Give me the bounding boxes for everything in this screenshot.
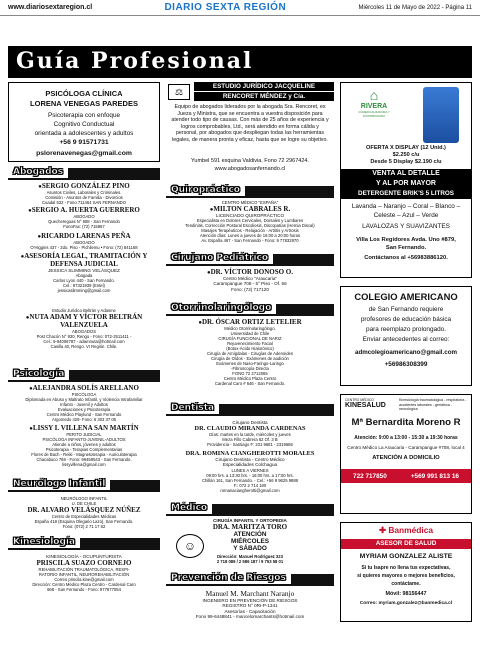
ad-phone[interactable]: +56986308399 bbox=[384, 361, 428, 368]
issue-date: Miércoles 11 de Mayo de 2022 - Página 11 bbox=[358, 4, 472, 11]
listing-line: CIRUGÍA FUNCIONAL DE NARIZ bbox=[218, 336, 282, 341]
section-quiropractico: Quiropráctico bbox=[166, 184, 245, 196]
listing-line: Cuadal 532 - Fono 711464 SAN FERNANDO bbox=[42, 200, 126, 205]
address-line: San Fernando. bbox=[385, 245, 427, 251]
listing-larenas bbox=[8, 232, 160, 250]
listing-line: KINESIOLOGÍA - OCUPUNTURISTA bbox=[46, 554, 122, 559]
listing-line: -Fibroscopía Directa bbox=[231, 366, 269, 371]
listing-line: Días: martes en la tarde, miércoles y jueves bbox=[209, 432, 291, 438]
ad-phone[interactable]: Móvil: 98156447 bbox=[385, 591, 427, 597]
section-neurologo: Neurólogo Infantil bbox=[8, 478, 110, 490]
section-kinesiologia: Kinesiología bbox=[8, 536, 80, 548]
ad-line: contáctame. bbox=[391, 581, 421, 587]
ad-rivera bbox=[340, 82, 472, 278]
ad-banmedica bbox=[340, 522, 472, 622]
offer-line: $2.250 c/u bbox=[392, 152, 420, 158]
brand-prefix: CENTRO MÉDICO bbox=[345, 398, 374, 402]
listing-name: ● ASESORÍA LEGAL, TRAMITACIÓN Y DEFENSA JUDICIAL bbox=[8, 252, 160, 268]
ad-line: Enviar antecedentes al correo: bbox=[362, 336, 450, 343]
listing-line: U. DE CHILE bbox=[71, 501, 97, 506]
listing-name: DRA. ROMINA CIANGHEROTTI MORALES bbox=[185, 450, 315, 457]
listing-line: RATORIO INFANTIL, NEUROREHABILITACIÓN bbox=[38, 572, 130, 578]
brand-name: RIVERA bbox=[360, 103, 388, 110]
listing-line: LICENCIADO QUIROPRÁCTICO bbox=[215, 213, 285, 218]
listing-cianguerotti bbox=[166, 450, 334, 493]
listing-solis bbox=[8, 384, 160, 422]
ad-phone[interactable]: 722 717850 bbox=[353, 472, 387, 480]
listing-name: ● DR. ÓSCAR ORTIZ LETELIER bbox=[166, 318, 334, 326]
ad-colegio-americano bbox=[340, 286, 472, 386]
listing-line: O'Higgins 437 - 2do. Piso - Pichilemu • Fono: (72) 841168 bbox=[30, 245, 138, 250]
listing-velasquez bbox=[8, 496, 160, 529]
ad-title: ESTUDIO JURÍDICO JACQUELINE bbox=[194, 82, 334, 91]
listing-line: Infanto - Juvenil y Adultos bbox=[60, 402, 108, 407]
listing-line: PERITO JUDICIAL bbox=[66, 432, 102, 437]
listing-suazo bbox=[8, 554, 160, 592]
brand-tagline: COMERCIALIZADORA Y DISTRIBUIDORA bbox=[358, 110, 390, 118]
listing-line: Tendinitis, Corrección Postural Escoliosis, Discopatías (Hernia Discal) bbox=[185, 223, 315, 229]
listing-name: ● RICARDO LARENAS PEÑA bbox=[8, 232, 160, 240]
listing-line: Cirujano Dentista - Centro Médico bbox=[215, 457, 285, 462]
listing-line: Carampangue 708 - 5° Piso - Of. 56 bbox=[213, 281, 287, 287]
listing-marchant bbox=[166, 589, 334, 620]
listing-line: Cirugía de Amígdalas - Cirugías de Adenoides bbox=[207, 351, 293, 356]
listing-line: Dirección: Centro Médico Plaza Centro - Cardenal Caro bbox=[32, 582, 136, 588]
products-line: LAVALOZAS Y SUAVIZANTES bbox=[362, 223, 450, 230]
section-psicologia: Psicología bbox=[8, 368, 69, 380]
listing-line: MIÉRCOLES bbox=[231, 538, 269, 546]
listing-line: Cel.: 87321839 (Entel) bbox=[63, 283, 105, 289]
ad-phone[interactable]: +569 991 813 16 bbox=[410, 472, 459, 480]
listing-cabrales bbox=[166, 200, 334, 243]
address-line: Villa Los Regidores Avda. Uno #879, bbox=[356, 237, 456, 243]
listing-line: Asuntos Civiles, Laborales y Criminales. bbox=[46, 190, 122, 195]
brand-name: KINESALUD bbox=[345, 402, 386, 409]
listing-line: Centro Médico Playlund - San Fernando bbox=[46, 412, 122, 417]
listing-line: Evaluaciones y Psicoterapia bbox=[57, 407, 111, 412]
listing-line: Estudio Jurídico Beltrán y Adasme bbox=[52, 308, 116, 313]
ad-line: si quieres mayores o mejores beneficios, bbox=[357, 573, 455, 579]
ad-desc: Cognitivo Conductual bbox=[53, 121, 115, 128]
ad-estudio-juridico bbox=[166, 82, 334, 176]
section-otorrino: Otorrinolaringólogo bbox=[166, 302, 276, 314]
listing-line: Diplomada en Abuso y Maltrato Infantil, y Violencia Intrafamiliar bbox=[25, 397, 143, 402]
listing-line: Argomedo 428- Fono: 6 303 37 06 bbox=[51, 417, 117, 422]
specialty-line: accidentes laborales - geriátrica - neurológica bbox=[399, 403, 452, 412]
ad-email[interactable]: pslorenavenegas@gmail.com bbox=[36, 150, 132, 157]
listing-line: INGENIERO EN PREVENCIÓN DE RIESGOS bbox=[202, 598, 298, 603]
section-cirujano: Cirujano Pediátrico bbox=[166, 252, 273, 264]
listing-line: Meza Fillo Cabrera 62 Of. 3 B bbox=[222, 437, 278, 443]
listing-name: ● MILTON CABRALES R. bbox=[166, 205, 334, 213]
ad-line: para reemplazo prolongado. bbox=[366, 326, 446, 333]
listing-line: F.: 072 2 714 180 bbox=[233, 482, 267, 488]
listing-line: Centro Médico Plaza Centro bbox=[223, 376, 277, 381]
ad-title: RENCORET MÉNDEZ y Cía. bbox=[194, 92, 334, 101]
listing-line: ABOGADOS bbox=[72, 329, 96, 334]
page-title: Guía Profesional bbox=[16, 48, 254, 74]
listing-line: Correo priscila.kine@gmail.com bbox=[54, 577, 114, 583]
listing-line: Rejuvenecimiento Facial bbox=[227, 341, 273, 346]
flavors-line: Lavanda – Naranjo – Coral – Blanco – bbox=[351, 203, 461, 210]
section-medico: Médico bbox=[166, 502, 212, 514]
listing-name: ● SERGIO GONZÁLEZ PINO bbox=[8, 182, 160, 190]
listing-line: ATENCIÓN bbox=[233, 531, 267, 539]
listing-line: CIRUGÍA INFANTIL Y ORTOPEDIA bbox=[213, 518, 287, 523]
listing-line: Atención días: Lunes a jueves de 16:00 a 20:00 horas bbox=[199, 233, 301, 239]
listing-line: Fono: (72) 717120 bbox=[231, 286, 269, 292]
brand-name: Banmédica bbox=[388, 525, 434, 535]
listing-line: 668 - San Fernando - Fono: 977877084 bbox=[47, 587, 121, 593]
listing-line: Exámenes de Naso-Faringo-Laringo bbox=[216, 361, 284, 366]
listing-name: PRISCILA SUAZO CORNEJO bbox=[36, 559, 132, 568]
ad-desc: Psicoterapia con enfoque bbox=[47, 112, 121, 119]
listing-line: Fono 99-6448841 - mancelomarchants@hotmail.com bbox=[195, 614, 305, 620]
offer-line: Desde 5 Display $2.190 c/u bbox=[370, 159, 442, 165]
sale-line: VENTA AL DETALLE bbox=[372, 170, 440, 177]
listing-gonzalez bbox=[8, 182, 160, 205]
listing-slimming bbox=[8, 252, 160, 293]
listing-line: Fono: (072) 2 71 17 62 bbox=[62, 524, 106, 529]
section-dentista: Dentista bbox=[166, 402, 219, 414]
ad-line: Si tu Isapre no llena tus expectativas, bbox=[361, 565, 451, 571]
listing-line: Especialidades Colchagua bbox=[222, 462, 278, 468]
guide-title-bar bbox=[8, 46, 472, 78]
plus-icon: ✚ bbox=[378, 525, 386, 535]
listing-line: romanaciangherotti@gmail.com bbox=[220, 487, 280, 493]
specialty-line: Kinesiología traumatológica - respiratoria - bbox=[399, 398, 467, 402]
listing-name: ● SERGIO A. HUERTA GUERRERO bbox=[8, 206, 160, 214]
listing-line: PSICÓLOGA bbox=[71, 392, 97, 397]
ad-title: PSICÓLOGA CLÍNICA bbox=[45, 89, 123, 98]
section-prevencion: Prevención de Riesgos bbox=[166, 572, 291, 584]
listing-name: ● NUTA ADAM Y VÍCTOR BELTRÁN VALENZUELA bbox=[8, 313, 160, 329]
listing-line: Carlos Lyon 440 - San Fernando. bbox=[53, 278, 115, 284]
ad-address: Centro Médico La Araucaria - Carampangue #708, local 4 bbox=[347, 445, 465, 450]
listing-line: jessicaslimming@gmail.com bbox=[57, 288, 111, 294]
section-abogados: Abogados bbox=[8, 166, 68, 178]
listing-line: Universidad de Chile bbox=[230, 331, 270, 336]
phone-banner bbox=[341, 469, 471, 483]
listing-line: Post Chacón N° 930, Rengo - Fono: 072-2511411 - bbox=[36, 334, 132, 339]
ad-phone[interactable]: +56 9 91571731 bbox=[59, 139, 109, 146]
listing-line: ABOGADO bbox=[73, 214, 95, 219]
listing-adam-beltran bbox=[8, 308, 160, 349]
rivera-logo bbox=[347, 87, 401, 117]
site-url[interactable]: www.diariosextaregion.cl bbox=[8, 4, 93, 11]
ad-desc: orientada a adolescentes y adultos bbox=[34, 130, 134, 137]
offer-line: OFERTA X DISPLAY (12 Unid.) bbox=[366, 145, 446, 151]
listing-line: Médico Otorrinolaringólogo. bbox=[224, 326, 276, 331]
listing-line: 2 718 089 / 2 586 187 / 9 753 58 01 bbox=[216, 559, 284, 565]
sale-line: DETERGENTE BRIK'S 5 LITROS bbox=[358, 190, 454, 197]
page-header bbox=[0, 0, 480, 16]
listing-name: DR. CLAUDIO MIRANDA CARDENAS bbox=[194, 425, 306, 433]
flavors-line: Celeste – Azul – Verde bbox=[373, 212, 439, 219]
listing-line: REGISTRO N° 0RI-P-1341 bbox=[222, 603, 278, 609]
listing-villena bbox=[8, 424, 160, 467]
listing-line: Providencia - Santiago F: 231 9681 - 2319686 bbox=[207, 442, 293, 448]
sale-line: Y AL POR MAYOR bbox=[376, 180, 436, 187]
ad-line: de San Fernando requiere bbox=[368, 306, 444, 313]
newspaper-brand: DIARIO SEXTA REGIÓN bbox=[164, 2, 287, 13]
listing-line: Av. España 467 - San Fernando - Fono: 9 77832970 bbox=[201, 238, 299, 244]
listing-line: LUNES A VIERNES bbox=[231, 467, 269, 473]
listing-line: Y SÁBADO bbox=[233, 545, 267, 553]
listing-name: ● LISSY I. VILLENA SAN MARTÍN bbox=[8, 424, 160, 432]
listing-line: Dirección: Manuel Rodríguez 323 bbox=[217, 554, 283, 560]
listing-line: FonoFax: (72) 715967 bbox=[63, 224, 105, 229]
listing-line: Chillán 161, San Fernando. - Cel.: +56 9 9625 9888 bbox=[201, 477, 299, 483]
ad-line: profesores de educación básica bbox=[360, 316, 452, 323]
listing-line: Asesorías - Capacitación bbox=[224, 608, 276, 614]
ad-website[interactable]: www.abogadosanfernando.cl bbox=[214, 166, 286, 172]
listing-name: ● ALEJANDRA SOLÍS ARELLANO bbox=[8, 384, 160, 392]
listing-line: CENTRO MÉDICO "ESPAÑA" bbox=[221, 200, 279, 205]
listing-line: Cirujano Dentista bbox=[232, 420, 268, 425]
scales-icon: ⚖ bbox=[168, 84, 190, 100]
listing-line: PSICÓLOGA INFANTO-JUVENIL-ADULTOS bbox=[42, 437, 126, 442]
contact-line[interactable]: Contáctanos al +56983886120. bbox=[364, 255, 448, 261]
listing-line: Chacabuco 768 - Fono: 99459543 - San Fernando. bbox=[36, 457, 132, 462]
listing-huerta bbox=[8, 206, 160, 229]
listing-line: Centro Médico "Araucaria" bbox=[222, 276, 278, 281]
listing-line: Centro de Especialidades Médicas bbox=[51, 514, 117, 519]
listing-line: Casilla 40, Rengo. VI Región. Chile. bbox=[50, 344, 118, 349]
listing-line: Cardenal Caro # 646 - San Fernando. bbox=[214, 381, 286, 386]
listing-name: Manuel M. Marchant Naranjo bbox=[205, 589, 295, 598]
ad-email[interactable]: Correo: myriam.gonzalez@banmedica.cl bbox=[359, 601, 453, 606]
listing-line: Cel.: 9-94006787 - adamnuta@hotmail.com bbox=[43, 339, 125, 344]
ad-home-service: ATENCIÓN A DOMICILIO bbox=[372, 455, 440, 461]
listing-line: REHABILITACIÓN TRAUMATOLÓGICA, RESPI- bbox=[38, 567, 130, 573]
ad-psicologa-clinica bbox=[8, 82, 160, 162]
ad-role: ASESOR DE SALUD bbox=[341, 539, 471, 549]
listing-line: España 418 (Esquina Olegario Lazo), San Fernando. bbox=[34, 519, 134, 524]
listing-line: (Botox-Ácido Hialurónico) bbox=[226, 346, 274, 351]
listing-toro bbox=[166, 518, 334, 564]
ad-kinesalud bbox=[340, 394, 472, 514]
listing-line: NEURÓLOGO INFANTIL bbox=[60, 496, 108, 501]
sale-banner bbox=[341, 169, 471, 199]
listing-line: JESSICA SLIMMING VELÁSQUEZ bbox=[48, 268, 120, 273]
child-icon: ☺ bbox=[176, 534, 204, 558]
listing-line: Atiende a niños, jóvenes y adultos bbox=[52, 442, 116, 447]
banmedica-logo bbox=[341, 525, 471, 535]
listing-line: Psicoterapia - Terapias Complementarias bbox=[45, 447, 123, 452]
listing-donoso bbox=[166, 268, 334, 292]
ad-address: Yumbel 591 esquina Valdivia. Fono 72 2967424. bbox=[191, 158, 309, 164]
listing-line: Especialista en Dolores Cervicales, Dorsales y Lumbares bbox=[196, 218, 304, 224]
ad-email[interactable]: admcolegioamericano@gmail.com bbox=[355, 349, 457, 356]
ad-name: Mª Bernardita Moreno R bbox=[351, 417, 461, 428]
listing-ortiz bbox=[166, 318, 334, 386]
listing-line: Cirugía de Oídos - Exámenes de audición bbox=[211, 356, 289, 361]
listing-miranda bbox=[166, 420, 334, 447]
listing-name: DRA. MARITZA TORO bbox=[212, 523, 288, 532]
ad-body: Equipo de abogados liderados por la abogada Sra. Rencoret, ex Jueza y Ministra, que se encuentra a vuestra disposición para atender todo tipo de causas. Con más de 25 años de experiencia y logros comprobables, Ltd., será atendido en forma cálida y personal, por abogados que despliegan todas las herramientas legales, de manera pronta y eficaz, hasta que se logre su objetivo. bbox=[171, 104, 329, 143]
ad-name: LORENA VENEGAS PAREDES bbox=[30, 99, 138, 108]
listing-name: ● DR. VÍCTOR DONOSO O. bbox=[166, 268, 334, 276]
ad-hours: Atención: 9:00 a 13:00 - 15:30 a 19:30 horas bbox=[354, 435, 458, 441]
listing-line: ABOGADO bbox=[73, 240, 95, 245]
listing-line: 09:00 hrs. a 13:30 hrs. - 16:00 hrs. a 17:00 hrs. bbox=[206, 472, 294, 478]
listing-name: DR. ALVARO VELÁSQUEZ NÚÑEZ bbox=[27, 506, 141, 514]
listing-line: lissyvillena@gmail.com bbox=[62, 462, 106, 467]
listing-line: Comisión - Asuntos de Familia - Divorcios bbox=[45, 195, 123, 200]
listing-line: FONO 72 2712065 bbox=[232, 371, 268, 376]
listing-line: Quechereguas N° 688 - San Fernando bbox=[48, 219, 120, 224]
listing-line: Abogada bbox=[75, 273, 93, 279]
house-icon: ⌂ bbox=[369, 87, 379, 103]
listing-line: Flores de Bach - Reiki - Magnetoterapia - Auriculoterapia bbox=[31, 452, 137, 457]
ad-title: COLEGIO AMERICANO bbox=[354, 291, 458, 302]
listing-line: Masajes Terapéuticos - Relajación - Artritis y Artrosis bbox=[201, 228, 299, 234]
ad-name: MYRIAM GONZALEZ ALISTE bbox=[359, 553, 453, 560]
detergent-bottle-icon bbox=[423, 87, 459, 143]
